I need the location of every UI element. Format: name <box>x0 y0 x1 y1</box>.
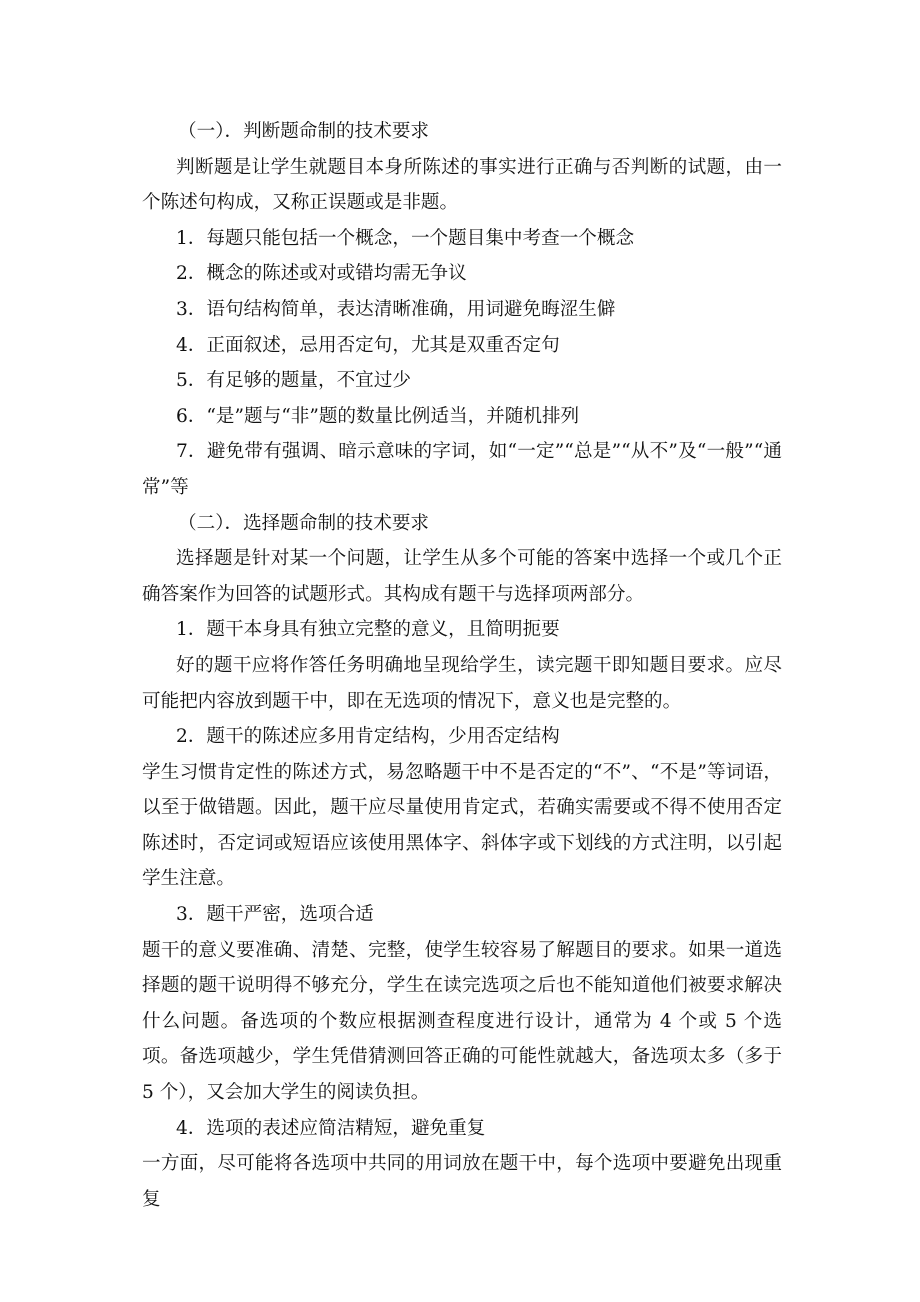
list-item: 3．语句结构简单，表达清晰准确，用词避免晦涩生僻 <box>176 298 616 320</box>
subheading-item: 3．题干严密，选项合适 <box>176 904 374 926</box>
section-heading-true-false: （一）．判断题命制的技术要求 <box>178 121 430 142</box>
list-item: 6．“是”题与“非”题的数量比例适当，并随机排列 <box>176 405 580 427</box>
paragraph-multiple-choice-definition: 选择题是针对某一个问题，让学生从多个可能的答案中选择一个或几个正确答案作为回答的试题形式。其构成有题干与选择项两部分。 <box>142 548 782 605</box>
list-item: 7．避免带有强调、暗示意味的字词，如“一定”“总是”“从不”及“一般”“通常”等 <box>142 441 782 498</box>
document-body <box>142 114 782 1217</box>
list-item: 2．概念的陈述或对或错均需无争议 <box>176 263 467 285</box>
paragraph-body: 一方面，尽可能将各选项中共同的用词放在题干中，每个选项中要避免出现重复 <box>142 1153 782 1210</box>
section-heading-multiple-choice: （二）．选择题命制的技术要求 <box>178 512 430 534</box>
paragraph-body: 好的题干应将作答任务明确地呈现给学生，读完题干即知题目要求。应尽可能把内容放到题干中，即在无选项的情况下，意义也是完整的。 <box>142 654 782 712</box>
subheading-item: 2．题干的陈述应多用肯定结构，少用否定结构 <box>176 726 560 748</box>
list-item: 4．正面叙述，忌用否定句，尤其是双重否定句 <box>176 334 560 356</box>
subheading-item: 1．题干本身具有独立完整的意义，且简明扼要 <box>176 619 560 641</box>
paragraph-true-false-definition: 判断题是让学生就题目本身所陈述的事实进行正确与否判断的试题，由一个陈述句构成，又称正误题或是非题。 <box>142 156 782 214</box>
paragraph-body: 题干的意义要准确、清楚、完整，使学生较容易了解题目的要求。如果一道选择题的题干说明得不够充分，学生在读完选项之后也不能知道他们被要求解决什么问题。备选项的个数应根据测查程度进行设计，通常为 4 个或 5 个选项。备选项越少，学生凭借猜测回答正确的可能性就越大，备选项太多（多于 5 个），又会加大学生的阅读负担。 <box>142 939 782 1104</box>
list-item: 5．有足够的题量，不宜过少 <box>176 370 411 392</box>
list-item: 1．每题只能包括一个概念，一个题目集中考查一个概念 <box>176 227 635 249</box>
paragraph-body: 学生习惯肯定性的陈述方式，易忽略题干中不是否定的“不”、“不是”等词语，以至于做错题。因此，题干应尽量使用肯定式，若确实需要或不得不使用否定陈述时，否定词或短语应该使用黑体字、斜体字或下划线的方式注明，以引起学生注意。 <box>142 761 782 890</box>
subheading-item: 4．选项的表述应简洁精短，避免重复 <box>176 1117 486 1139</box>
